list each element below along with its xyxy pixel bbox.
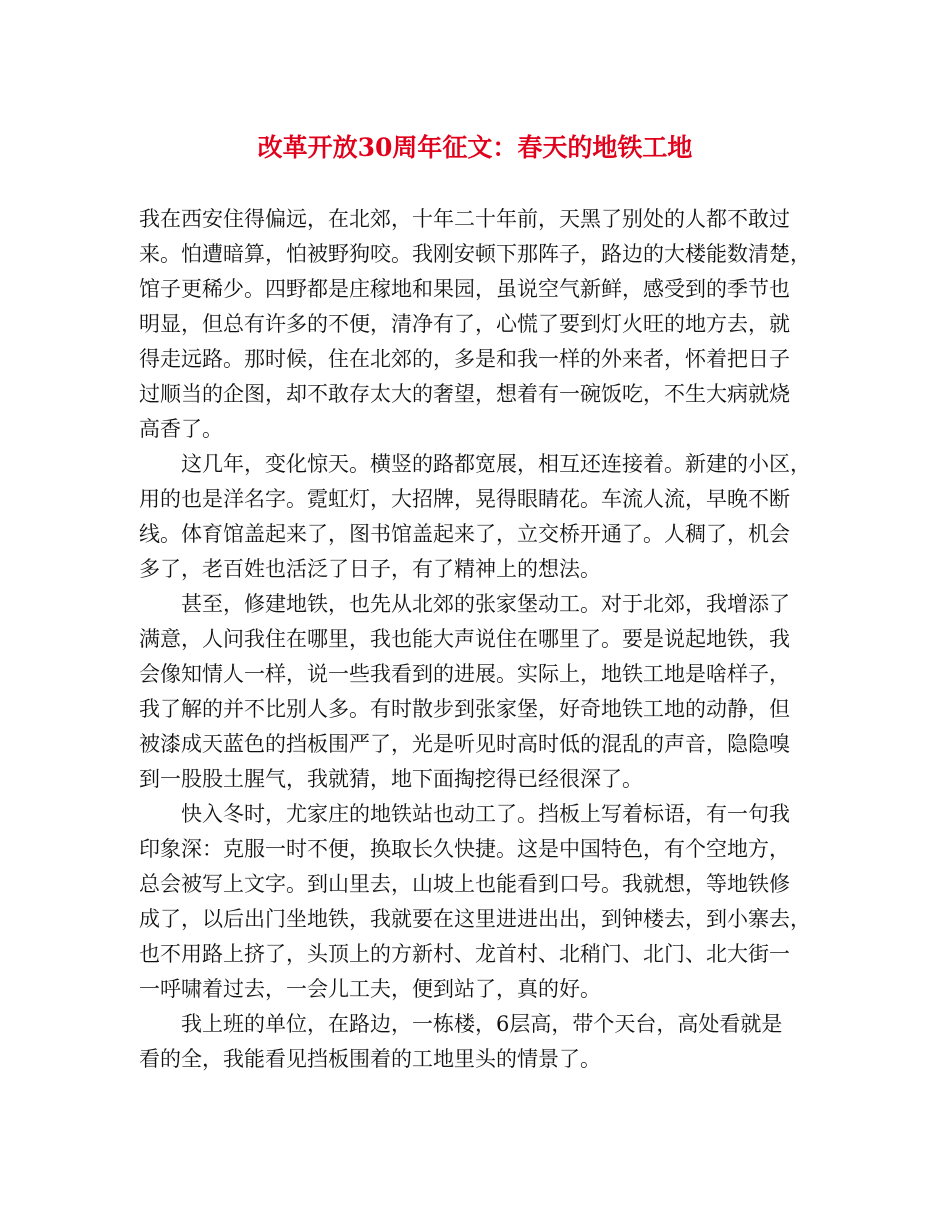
paragraph-line: 快入冬时，尤家庄的地铁站也动工了。挡板上写着标语，有一句我: [181, 802, 790, 826]
paragraph-line: 成了，以后出门坐地铁，我就要在这里进进出出，到钟楼去，到小寨去，: [139, 907, 811, 931]
paragraph: [139, 587, 817, 797]
paragraph-line: 被漆成天蓝色的挡板围严了，光是听见时高时低的混乱的声音，隐隐嗅: [139, 732, 790, 756]
paragraph: [139, 202, 817, 447]
paragraph-line: 印象深：克服一时不便，换取长久快捷。这是中国特色，有个空地方，: [139, 837, 790, 861]
paragraph: [139, 447, 817, 587]
paragraph-line: 甚至，修建地铁，也先从北郊的张家堡动工。对于北郊，我增添了: [181, 592, 790, 616]
paragraph-line: 我在西安住得偏远，在北郊，十年二十年前，天黑了别处的人都不敢过: [139, 207, 790, 231]
paragraph-line: 也不用路上挤了，头顶上的方新村、龙首村、北稍门、北门、北大街一: [139, 942, 790, 966]
document-title: 改革开放30周年征文：春天的地铁工地: [257, 133, 693, 162]
paragraph-line: 我上班的单位，在路边，一栋楼，6层高，带个天台，高处看就是: [181, 1012, 783, 1036]
paragraph: [139, 1007, 817, 1077]
paragraph-line: 高香了。: [139, 417, 223, 441]
paragraph-line: 来。怕遭暗算，怕被野狗咬。我刚安顿下那阵子，路边的大楼能数清楚，: [139, 242, 811, 266]
paragraph-line: 馆子更稀少。四野都是庄稼地和果园，虽说空气新鲜，感受到的季节也: [139, 277, 790, 301]
paragraph-line: 过顺当的企图，却不敢存太大的奢望，想着有一碗饭吃，不生大病就烧: [139, 382, 790, 406]
paragraph-line: 一呼啸着过去，一会儿工夫，便到站了，真的好。: [139, 977, 601, 1001]
paragraph: [139, 797, 817, 1007]
paragraph-line: 会像知情人一样，说一些我看到的进展。实际上，地铁工地是啥样子，: [139, 662, 790, 686]
paragraph-line: 总会被写上文字。到山里去，山坡上也能看到口号。我就想，等地铁修: [139, 872, 790, 896]
paragraph-line: 我了解的并不比别人多。有时散步到张家堡，好奇地铁工地的动静，但: [139, 697, 790, 721]
paragraph-line: 看的全，我能看见挡板围着的工地里头的情景了。: [139, 1047, 601, 1071]
paragraph-line: 明显，但总有许多的不便，清净有了，心慌了要到灯火旺的地方去，就: [139, 312, 790, 336]
document-body: [139, 202, 817, 1077]
paragraph-line: 得走远路。那时候，住在北郊的，多是和我一样的外来者，怀着把日子: [139, 347, 790, 371]
paragraph-line: 多了，老百姓也活泛了日子，有了精神上的想法。: [139, 557, 601, 581]
paragraph-line: 这几年，变化惊天。横竖的路都宽展，相互还连接着。新建的小区，: [181, 452, 811, 476]
paragraph-line: 用的也是洋名字。霓虹灯，大招牌，晃得眼睛花。车流人流，早晚不断: [139, 487, 790, 511]
paragraph-line: 满意，人问我住在哪里，我也能大声说住在哪里了。要是说起地铁，我: [139, 627, 790, 651]
paragraph-line: 到一股股土腥气，我就猜，地下面掏挖得已经很深了。: [139, 767, 643, 791]
paragraph-line: 线。体育馆盖起来了，图书馆盖起来了，立交桥开通了。人稠了，机会: [139, 522, 790, 546]
